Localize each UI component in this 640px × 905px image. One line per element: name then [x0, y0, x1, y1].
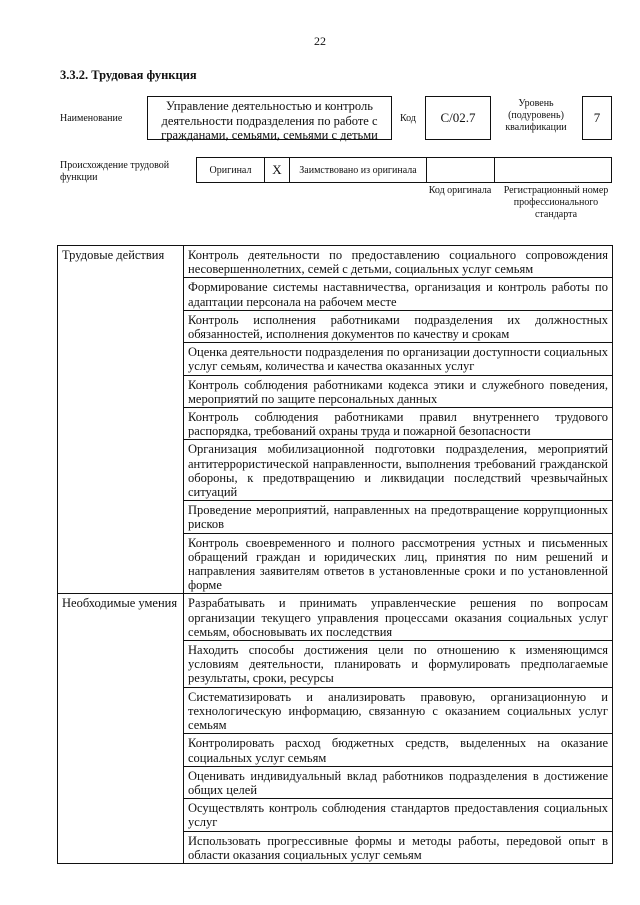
- labor-function-table: [57, 245, 613, 864]
- group-item: Контроль соблюдения работниками кодекса этики и служебного поведения, мероприятий по защите персональных данных: [184, 375, 613, 407]
- origin-row: [196, 157, 612, 183]
- group-item: Контроль деятельности по предоставлению социального сопровождения несовершеннолетних, семей с детьми, социальных услуг семьям: [184, 246, 613, 278]
- group-item: Разрабатывать и принимать управленческие решения по вопросам организации текущего управления процессами оказания социальных услуг семьям, обосновывать их последствия: [184, 594, 613, 641]
- group-item: Оценивать индивидуальный вклад работников подразделения в достижение общих целей: [184, 766, 613, 798]
- group-item: Контроль исполнения работниками подразделения их должностных обязанностей, исполнения документов по качеству и срокам: [184, 310, 613, 342]
- function-name-box: Управление деятельностью и контроль деятельности подразделения по работе с гражданами, семьями, семьями с детьми: [147, 96, 392, 140]
- group-item: Контроль соблюдения работниками правил внутреннего трудового распорядка, требований охраны труда и пожарной безопасности: [184, 408, 613, 440]
- group-item: Оценка деятельности подразделения по организации доступности социальных услуг семьям, количества и качества оказанных услуг: [184, 343, 613, 375]
- group-label: Необходимые умения: [58, 594, 184, 863]
- group-label: Трудовые действия: [58, 246, 184, 594]
- name-label: Наименование: [60, 113, 123, 124]
- table-body: [58, 246, 613, 864]
- group-item: Формирование системы наставничества, организация и контроль работы по адаптации персонала на рабочем месте: [184, 278, 613, 310]
- group-item: Контролировать расход бюджетных средств, выделенных на оказание социальных услуг семьям: [184, 734, 613, 766]
- original-mark: X: [265, 158, 290, 182]
- page-number: 22: [314, 34, 326, 48]
- code-original-caption: Код оригинала: [428, 185, 492, 196]
- group-item: Систематизировать и анализировать правовую, организационную и технологическую информацию, связанную с оказанием социальных услуг семьям: [184, 687, 613, 734]
- table-row: [58, 246, 613, 278]
- code-label: Код: [400, 113, 416, 124]
- group-item: Организация мобилизационной подготовки подразделения, мероприятий антитеррористической направленности, выполнения требований гражданской обороны, к предотвращению и ликвидации последствий чрезвычайных ситуаций: [184, 440, 613, 501]
- group-item: Осуществлять контроль соблюдения стандартов предоставления социальных услуг: [184, 799, 613, 831]
- section-heading: 3.3.2. Трудовая функция: [60, 68, 197, 82]
- group-item: Контроль своевременного и полного рассмотрения устных и письменных обращений граждан и юридических лиц, принятия по ним решений и направления заявителям ответов в установленные сроки и по установленной форме: [184, 533, 613, 594]
- reg-number-cell: [495, 158, 611, 182]
- original-cell: Оригинал: [197, 158, 265, 182]
- code-original-cell: [427, 158, 495, 182]
- table-row: [58, 594, 613, 641]
- code-box: C/02.7: [425, 96, 491, 140]
- group-item: Находить способы достижения цели по отношению к изменяющимся условиям деятельности, планировать и формулировать предполагаемые результаты, сроки, ресурсы: [184, 641, 613, 688]
- level-box: 7: [582, 96, 612, 140]
- level-label: Уровень (подуровень) квалификации: [505, 98, 567, 133]
- origin-label: Происхождение трудовой функции: [60, 160, 170, 183]
- group-item: Проведение мероприятий, направленных на предотвращение коррупционных рисков: [184, 501, 613, 533]
- reg-number-caption: Регистрационный номер профессионального стандарта: [503, 185, 609, 220]
- borrowed-cell: Заимствовано из оригинала: [290, 158, 427, 182]
- group-item: Использовать прогрессивные формы и методы работы, передовой опыт в области оказания социальных услуг семьям: [184, 831, 613, 863]
